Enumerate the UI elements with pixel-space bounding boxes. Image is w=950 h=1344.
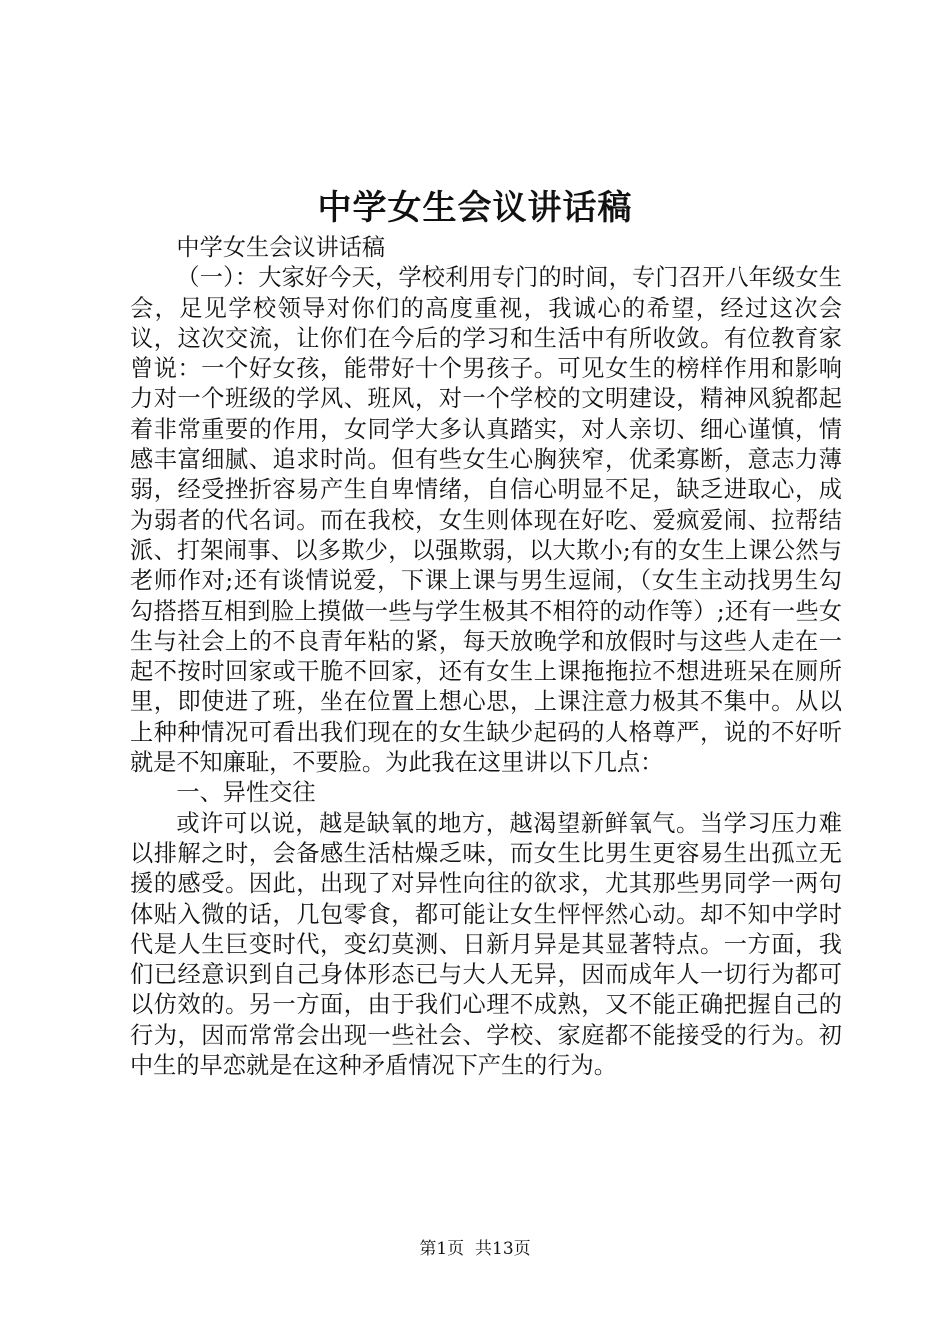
page-total: 共13页 bbox=[475, 1239, 531, 1259]
page-footer bbox=[0, 1238, 950, 1260]
paragraph-subtitle: 中学女生会议讲话稿 bbox=[176, 234, 386, 261]
paragraph-intro: （一）：大家好今天，学校利用专门的时间，专门召开八年级女生会，足见学校领导对你们的高度重视，我诚心的希望，经过这次会议，这次交流，让你们在今后的学习和生活中有所收敛。有位教育家曾说：一个好女孩，能带好十个男孩子。可见女生的榜样作用和影响力对一个班级的学风、班风，对一个学校的文明建设，精神风貌都起着非常重要的作用，女同学大多认真踏实，对人亲切、细心谨慎，情感丰富细腻、追求时尚。但有些女生心胸狭窄，优柔寡断，意志力薄弱，经受挫折容易产生自卑情绪，自信心明显不足，缺乏进取心，成为弱者的代名词。而在我校，女生则体现在好吃、爱疯爱闹、拉帮结派、打架闹事、以多欺少，以强欺弱，以大欺小;有的女生上课公然与老师作对;还有谈情说爱，下课上课与男生逗闹，（女生主动找男生勾勾搭搭互相到脸上摸做一些与学生极其不相符的动作等）;还有一些女生与社会上的不良青年粘的紧，每天放晚学和放假时与这些人走在一起不按时回家或干脆不回家，还有女生上课拖拖拉不想进班呆在厕所里，即使进了班，坐在位置上想心思，上课注意力极其不集中。从以上种种情况可看出我们现在的女生缺少起码的人格尊严，说的不好听就是不知廉耻，不要脸。为此我在这里讲以下几点： bbox=[130, 264, 842, 777]
paragraph-section-1: 或许可以说，越是缺氧的地方，越渴望新鲜氧气。当学习压力难以排解之时，会备感生活枯燥乏味，而女生比男生更容易生出孤立无援的感受。因此，出现了对异性向往的欲求，尤其那些男同学一两句体贴入微的话，几包零食，都可能让女生怦怦然心动。却不知中学时代是人生巨变时代，变幻莫测、日新月异是其显著特点。一方面，我们已经意识到自己身体形态已与大人无异，因而成年人一切行为都可以仿效的。另一方面，由于我们心理不成熟，又不能正确把握自己的行为，因而常常会出现一些社会、学校、家庭都不能接受的行为。初中生的早恋就是在这种矛盾情况下产生的行为。 bbox=[130, 809, 842, 1080]
section-heading: 一、异性交往 bbox=[176, 779, 316, 807]
document-title: 中学女生会议讲话稿 bbox=[317, 188, 633, 228]
page-number: 第1页 bbox=[419, 1239, 465, 1259]
document-body bbox=[130, 233, 842, 1081]
